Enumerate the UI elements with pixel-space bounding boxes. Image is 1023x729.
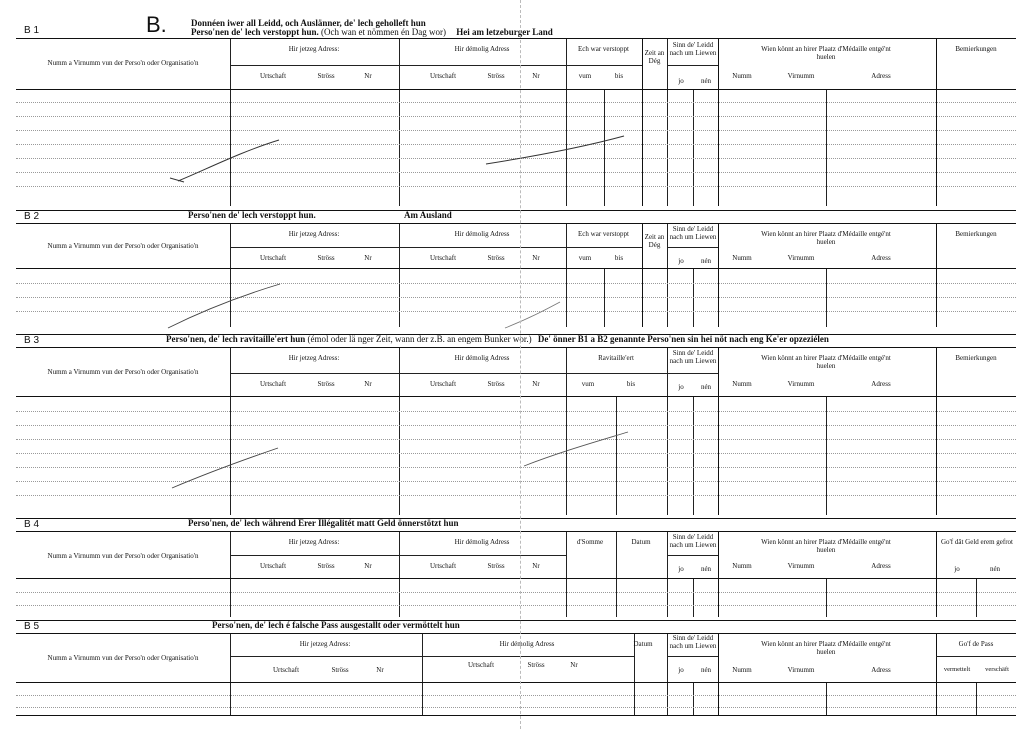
nr-header: Nr [364,380,372,388]
mediated-header: vermettelt [943,666,971,673]
nr-header: Nr [364,72,372,80]
amount-header: d'Somme [576,538,604,546]
medal-name-header: Numm [732,72,752,80]
table-header [16,532,1016,579]
town-header: Urtschaft [259,562,287,570]
pass-header: Go'f de Pass [958,640,994,648]
from-header: vum [581,380,595,388]
nr-header: Nr [376,666,384,674]
money-back-header: Go'f dât Geld erem gefrot [940,538,1013,546]
section-b5 [16,620,1016,720]
survived-header: Sinn de' Leidd nach um Liewen [669,225,717,241]
name-header: Numm a Virnumm vun der Perso'n oder Organisatio'n [47,552,199,560]
former-address-header: Hir démolig Adress [454,230,510,238]
town-header: Urtschaft [259,254,287,262]
table-header [16,634,1016,683]
medal-name-header: Numm [732,666,752,674]
section-id: B 5 [24,621,40,632]
table-body [16,397,1016,515]
yes-header: jo [954,565,960,573]
yes-header: jo [678,565,684,573]
medal-first-header: Virnumm [787,562,815,570]
medal-header: Wien könnt an hirer Plaatz d'Médaille entgé'nt huelen [761,45,891,61]
street-header: Ströss [317,254,335,262]
medal-first-header: Virnumm [787,72,815,80]
street-header: Ströss [317,72,335,80]
current-address-header: Hir jetzeg Adress: [288,354,340,362]
name-header: Numm a Virnumm vun der Perso'n oder Organisatio'n [47,654,199,662]
yes-header: jo [678,666,684,674]
to-header: bis [614,72,624,80]
section-b3 [16,334,1016,516]
medal-first-header: Virnumm [787,380,815,388]
town-header: Urtschaft [429,380,457,388]
section-title-note2: De' önner B1 a B2 genannte Perso'nen sin hei nöt nach eng Ke'er opzeziélen [537,334,829,344]
medal-header: Wien könnt an hirer Plaatz d'Médaille entgé'nt huelen [761,538,891,554]
form-title-hidden: Perso'nen de' lech verstoppt hun. [191,27,319,37]
nr-header: Nr [532,72,540,80]
street-header: Ströss [487,254,505,262]
nr-header: Nr [570,661,578,669]
nr-header: Nr [532,562,540,570]
no-header: nén [700,565,712,573]
medal-name-header: Numm [732,562,752,570]
medal-first-header: Virnumm [787,254,815,262]
from-header: vum [578,254,592,262]
section-id: B 1 [24,25,40,36]
yes-header: jo [678,77,684,85]
form-title-line1: Donnéen iwer all Leidd, och Auslänner, de' lech geholleft hun [191,18,426,28]
medal-first-header: Virnumm [787,666,815,674]
current-address-header: Hir jetzeg Adress: [288,230,340,238]
section-id: B 3 [24,335,40,346]
medal-address-header: Adress [871,562,891,570]
no-header: nén [700,666,712,674]
street-header: Ströss [487,380,505,388]
remarks-header: Bemierkungen [955,354,997,362]
section-b4 [16,518,1016,618]
no-header: nén [700,77,712,85]
procured-header: verschäft [985,666,1009,673]
section-id: B 2 [24,211,40,222]
time-header: Zeit an Dég [644,49,665,65]
no-header: nén [989,565,1001,573]
section-title-note: (émol oder lä nger Zeit, wann der z.B. an engem Bunker wor.) [307,334,532,344]
survived-header: Sinn de' Leidd nach um Liewen [669,533,717,549]
town-header: Urtschaft [467,661,495,669]
medal-address-header: Adress [871,72,891,80]
date-header: Datum [633,640,653,648]
nr-header: Nr [532,380,540,388]
section-id: B 4 [24,519,40,530]
nr-header: Nr [532,254,540,262]
from-header: vum [578,72,592,80]
to-header: bis [614,254,624,262]
date-header: Datum [631,538,651,546]
former-address-header: Hir démolig Adress [454,354,510,362]
no-header: nén [700,383,712,391]
medal-header: Wien könnt an hirer Plaatz d'Médaille entgé'nt huelen [761,354,891,370]
current-address-header: Hir jetzeg Adress: [288,538,340,546]
medal-header: Wien könnt an hirer Plaatz d'Médaille entgé'nt huelen [761,640,891,656]
section-title-text: Perso'nen, de' lech ravitaille'ert hun [166,334,306,344]
fold-line [520,0,521,729]
section-subtitle: Am Ausland [404,210,452,220]
medal-header: Wien könnt an hirer Plaatz d'Médaille entgé'nt huelen [761,230,891,246]
town-header: Urtschaft [429,562,457,570]
form-letter: B. [146,12,167,37]
former-address-header: Hir démolig Adress [499,640,555,648]
town-header: Urtschaft [429,254,457,262]
former-address-header: Hir démolig Adress [454,538,510,546]
remarks-header: Bemierkungen [955,230,997,238]
street-header: Ströss [317,380,335,388]
table-body [16,683,1016,715]
table-body [16,579,1016,617]
nr-header: Nr [364,254,372,262]
section-title: Perso'nen, de' lech é falsche Pass ausgestallt oder vermöttelt hun [212,620,460,630]
name-header: Numm a Virnumm vun der Perso'n oder Organisatio'n [47,242,199,250]
town-header: Urtschaft [259,72,287,80]
medal-name-header: Numm [732,254,752,262]
town-header: Urtschaft [272,666,300,674]
survived-header: Sinn de' Leidd nach um Liewen [669,41,717,57]
remarks-header: Bemierkungen [955,45,997,53]
section-title: Perso'nen de' lech verstoppt hun. [188,210,316,220]
medal-address-header: Adress [871,666,891,674]
town-header: Urtschaft [429,72,457,80]
yes-header: jo [678,383,684,391]
to-header: bis [626,380,636,388]
table-header [16,348,1016,397]
section-b2 [16,210,1016,328]
section-title [166,334,829,344]
former-address-header: Hir démolig Adress [454,45,510,53]
table-header [16,224,1016,269]
medal-name-header: Numm [732,380,752,388]
street-header: Ströss [527,661,545,669]
section-b1 [16,24,1016,208]
table-body [16,269,1016,327]
name-header: Numm a Virnumm vun der Perso'n oder Organisatio'n [47,59,199,67]
medal-address-header: Adress [871,254,891,262]
current-address-header: Hir jetzeg Adress: [288,45,340,53]
hidden-header: Ech war verstoppt [578,230,629,238]
time-header: Zeit an Dég [644,233,665,249]
supplied-header: Ravitaille'ert [598,354,634,362]
survived-header: Sinn de' Leidd nach um Liewen [669,634,717,650]
name-header: Numm a Virnumm vun der Perso'n oder Organisatio'n [47,368,199,376]
nr-header: Nr [364,562,372,570]
section-title: Perso'nen, de' lech während Erer Illégalitét matt Geld önnerstötzt hun [188,518,459,528]
street-header: Ströss [487,562,505,570]
yes-header: jo [678,257,684,265]
current-address-header: Hir jetzeg Adress: [299,640,351,648]
town-header: Urtschaft [259,380,287,388]
no-header: nén [700,257,712,265]
survived-header: Sinn de' Leidd nach um Liewen [669,349,717,365]
table-body [16,90,1016,206]
form-title-place: Hei am letzeburger Land [456,27,553,37]
medal-address-header: Adress [871,380,891,388]
form-title-note: (Och wan et nömmen én Dag wor) [321,27,446,37]
street-header: Ströss [331,666,349,674]
street-header: Ströss [317,562,335,570]
hidden-header: Ech war verstoppt [578,45,629,53]
street-header: Ströss [487,72,505,80]
table-header [16,39,1016,90]
